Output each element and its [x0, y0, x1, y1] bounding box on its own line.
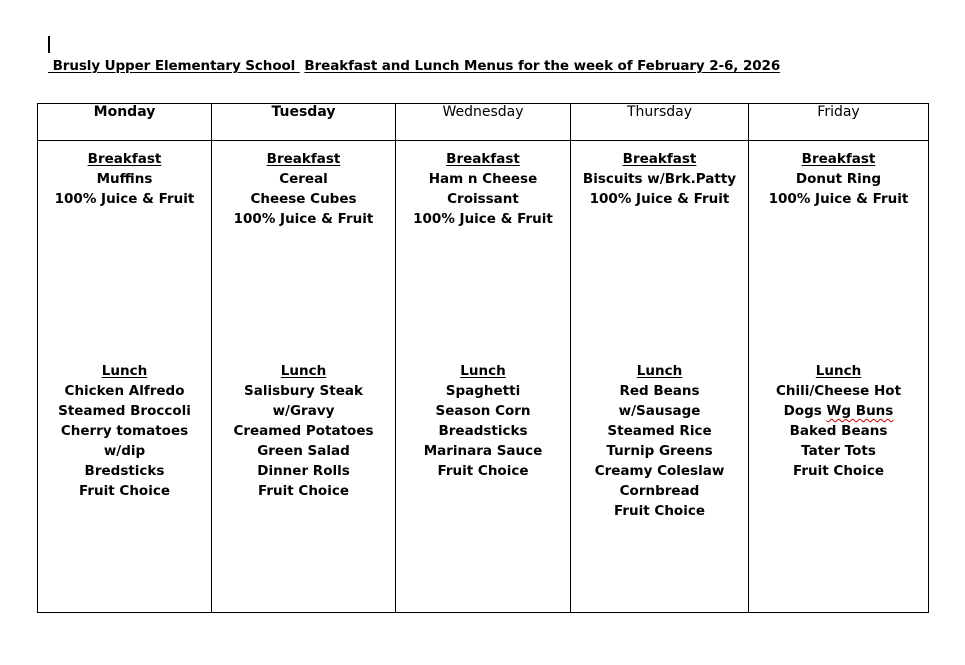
menu-item: Marinara Sauce	[423, 443, 543, 459]
breakfast-section	[396, 141, 570, 361]
menu-item-text: Dogs	[783, 403, 827, 419]
menu-item: Fruit Choice	[79, 483, 170, 499]
menu-row	[38, 141, 929, 613]
day-cell-thursday	[571, 141, 749, 613]
menu-item: Cherry tomatoes	[60, 423, 189, 439]
menu-item: Salisbury Steak	[244, 383, 363, 399]
spellcheck-flagged-text[interactable]: Wg Buns	[826, 403, 894, 419]
lunch-label: Lunch	[636, 363, 683, 379]
breakfast-section	[571, 141, 748, 361]
menu-item: 100% Juice & Fruit	[768, 191, 909, 207]
lunch-section	[749, 361, 928, 581]
menu-item: Creamy Coleslaw	[594, 463, 725, 479]
lunch-section	[212, 361, 395, 581]
breakfast-label: Breakfast	[87, 151, 162, 167]
menu-item: Red Beans	[619, 383, 700, 399]
menu-item: w/Sausage	[618, 403, 701, 419]
menu-item: Chili/Cheese Hot	[775, 383, 902, 399]
menu-item: Fruit Choice	[614, 503, 705, 519]
menu-item: Turnip Greens	[606, 443, 713, 459]
menu-item: Fruit Choice	[437, 463, 529, 479]
menu-item: w/dip	[103, 443, 146, 459]
lunch-label: Lunch	[460, 363, 506, 379]
menu-item: Biscuits w/Brk.Patty	[582, 171, 737, 187]
menu-item: w/Gravy	[272, 403, 335, 419]
day-cell-tuesday	[212, 141, 396, 613]
menu-item: Cornbread	[619, 483, 700, 499]
breakfast-label: Breakfast	[266, 151, 341, 167]
day-header-monday: Monday	[38, 104, 212, 141]
menu-item: Fruit Choice	[793, 463, 884, 479]
day-header-friday: Friday	[749, 104, 929, 141]
breakfast-label: Breakfast	[801, 151, 876, 167]
lunch-label: Lunch	[815, 363, 862, 379]
menu-item: Muffins	[96, 171, 153, 187]
breakfast-label: Breakfast	[446, 151, 520, 167]
day-cell-monday	[38, 141, 212, 613]
lunch-label: Lunch	[280, 363, 327, 379]
menu-item: 100% Juice & Fruit	[233, 211, 374, 227]
menu-item: Tater Tots	[801, 443, 876, 459]
menu-item: Season Corn	[435, 403, 531, 419]
menu-item: Dinner Rolls	[257, 463, 350, 479]
menu-item	[749, 401, 928, 421]
menu-table	[37, 103, 929, 613]
breakfast-section	[749, 141, 928, 361]
menu-item: 100% Juice & Fruit	[589, 191, 730, 207]
lunch-section	[571, 361, 748, 581]
breakfast-section	[212, 141, 395, 361]
menu-item: Croissant	[447, 191, 519, 207]
menu-item: Fruit Choice	[258, 483, 349, 499]
lunch-label: Lunch	[101, 363, 148, 379]
menu-item: Donut Ring	[795, 171, 882, 187]
document-title	[48, 58, 780, 74]
day-header-thursday: Thursday	[571, 104, 749, 141]
menu-item: 100% Juice & Fruit	[54, 191, 195, 207]
menu-item: Spaghetti	[445, 383, 521, 399]
day-header-tuesday: Tuesday	[212, 104, 396, 141]
menu-item: Steamed Rice	[607, 423, 712, 439]
day-header-wednesday: Wednesday	[396, 104, 571, 141]
breakfast-section	[38, 141, 211, 361]
menu-item: Creamed Potatoes	[233, 423, 374, 439]
menu-item: Breadsticks	[438, 423, 528, 439]
menu-item: 100% Juice & Fruit	[413, 211, 553, 227]
menu-item: Chicken Alfredo	[64, 383, 185, 399]
school-name: Brusly Upper Elementary School	[48, 58, 300, 74]
menu-item: Steamed Broccoli	[58, 403, 191, 419]
day-header-row	[38, 104, 929, 141]
menu-item: Cheese Cubes	[250, 191, 357, 207]
menu-item: Baked Beans	[789, 423, 888, 439]
breakfast-label: Breakfast	[622, 151, 697, 167]
day-cell-friday	[749, 141, 929, 613]
text-cursor	[48, 36, 50, 53]
day-cell-wednesday	[396, 141, 571, 613]
lunch-section	[38, 361, 211, 581]
menu-item: Ham n Cheese	[428, 171, 538, 187]
menu-title: Breakfast and Lunch Menus for the week of February 2-6, 2026	[304, 58, 781, 74]
menu-item: Cereal	[279, 171, 328, 187]
lunch-section	[396, 361, 570, 581]
menu-item: Green Salad	[257, 443, 350, 459]
menu-item: Bredsticks	[84, 463, 165, 479]
